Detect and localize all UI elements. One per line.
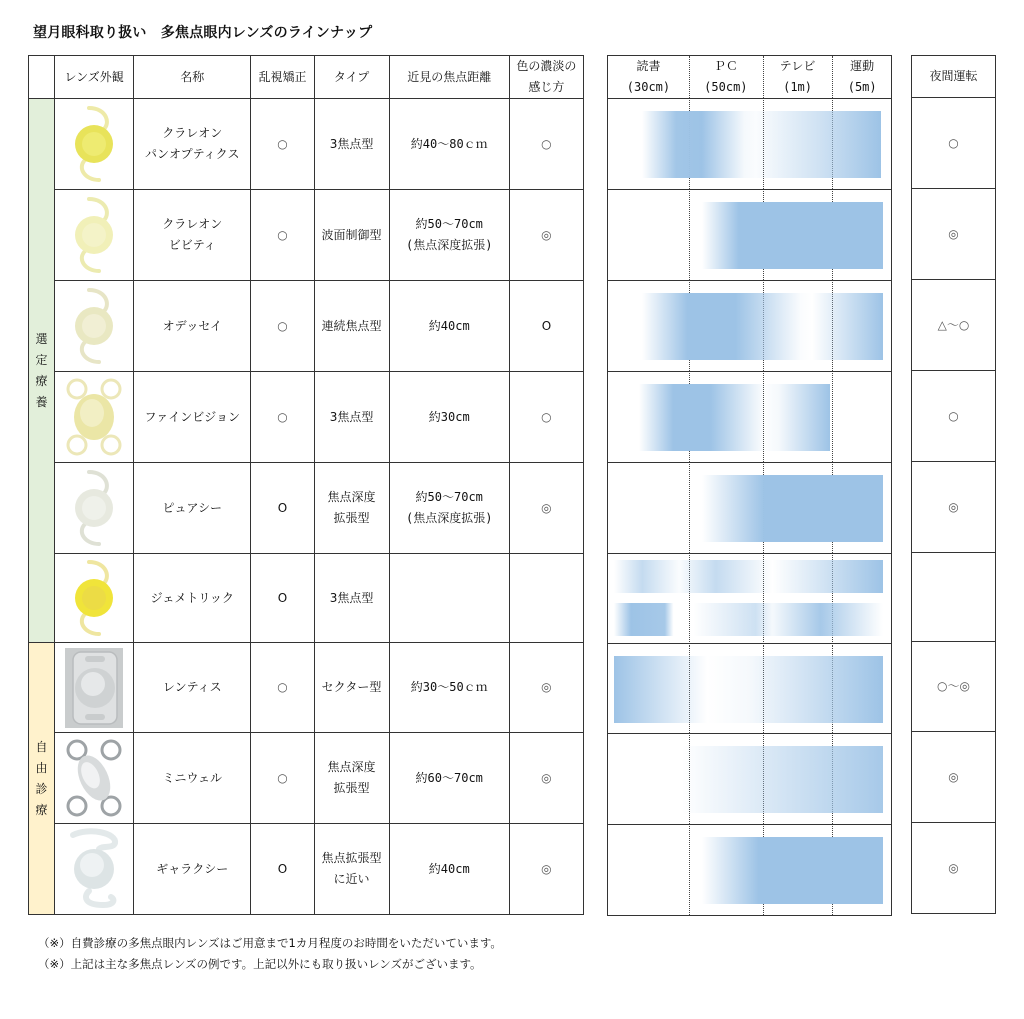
lens-type [314, 281, 389, 372]
type-line2: 拡張型 [333, 511, 370, 525]
lens-type [314, 190, 389, 281]
lens-type [314, 372, 389, 463]
header-color-perception [509, 56, 583, 99]
table-row [29, 824, 584, 915]
page-title: 望月眼科取り扱い 多焦点眼内レンズのラインナップ [33, 25, 373, 41]
type-line1: 3焦点型 [329, 409, 374, 424]
vision-range-cell [608, 463, 892, 554]
type-line1: 焦点深度 [327, 760, 376, 774]
type-line1: 焦点深度 [327, 490, 376, 504]
category-char: 選 [35, 331, 48, 346]
color-perception-mark: ◎ [509, 190, 583, 281]
lens-name-line1: レンティス [162, 680, 222, 694]
near-focus-distance [389, 463, 509, 554]
night-driving-mark: ◎ [912, 462, 996, 553]
lens-name-line1: ピュアシー [162, 500, 223, 515]
lens-name [134, 190, 251, 281]
lens-type [314, 643, 389, 733]
near-focus-distance [389, 99, 509, 190]
category-char: 由 [35, 760, 48, 775]
vision-range-band [614, 656, 884, 723]
lens-name-line2: ビビティ [168, 238, 216, 252]
astigmatism-mark: ○ [251, 372, 314, 463]
focus-line1: 約50～70cm [415, 217, 483, 231]
lens-name-line1: ギャラクシー [156, 861, 229, 876]
category-char: 定 [35, 352, 48, 367]
lens-name-line1: クラレオン [162, 217, 223, 231]
color-perception-mark [509, 554, 583, 643]
vision-range-band [614, 603, 884, 636]
chart-header-label: テレビ [779, 59, 816, 73]
lens-name [134, 643, 251, 733]
type-line1: 3焦点型 [329, 136, 374, 151]
header-color-line2: 感じ方 [528, 80, 565, 94]
lens-name-line1: ミニウェル [162, 770, 223, 785]
distance-guide-line [689, 191, 690, 280]
vision-range-band [702, 475, 884, 542]
lens-image-pale-yellow-c-loop [55, 190, 134, 281]
vision-range-cell [608, 281, 892, 372]
lens-name-line1: クラレオン [162, 126, 223, 140]
table-row [29, 99, 584, 190]
type-line2: に近い [333, 872, 370, 886]
lens-name [134, 281, 251, 372]
footnote-2: （※）上記は主な多焦点レンズの例です。上記以外にも取り扱いレンズがございます。 [38, 957, 482, 971]
header-appearance: レンズ外観 [55, 56, 134, 99]
night-driving-mark: ◎ [912, 189, 996, 280]
lens-type [314, 554, 389, 643]
lens-name-line1: ファインビジョン [144, 409, 241, 424]
night-driving-table [911, 55, 996, 914]
color-perception-mark: ○ [509, 99, 583, 190]
focus-line1: 約60～70cm [415, 770, 483, 785]
distance-guide-line [689, 56, 690, 98]
astigmatism-mark: ○ [251, 733, 314, 824]
night-driving-mark: ◎ [912, 823, 996, 914]
chart-header [608, 56, 892, 99]
category-char: 療 [35, 373, 48, 388]
type-line1: 3焦点型 [329, 590, 374, 605]
near-focus-distance [389, 643, 509, 733]
astigmatism-mark: O [251, 824, 314, 915]
chart-header-row [608, 56, 892, 99]
color-perception-mark: ◎ [509, 824, 583, 915]
lens-image-bright-yellow-c-loop [55, 554, 134, 643]
astigmatism-mark: ○ [251, 99, 314, 190]
header-color-line1: 色の濃淡の [516, 59, 577, 73]
type-line2: 拡張型 [333, 781, 370, 795]
header-name: 名称 [134, 56, 251, 99]
near-focus-distance [389, 190, 509, 281]
color-perception-mark: ◎ [509, 463, 583, 554]
category-char: 養 [35, 394, 48, 409]
color-perception-mark: ◎ [509, 733, 583, 824]
lens-name-line2: パンオプティクス [145, 147, 240, 161]
lens-image-cream-c-loop [55, 281, 134, 372]
footnote-1: （※）自費診療の多焦点眼内レンズはご用意まで1カ月程度のお時間をいただいています。 [38, 936, 502, 950]
lens-image-four-loop [55, 372, 134, 463]
night-driving-mark: ◎ [912, 732, 996, 823]
chart-header-distance: (30cm) [626, 80, 671, 94]
category-char: 診 [35, 781, 48, 796]
category-char: 療 [35, 802, 48, 817]
astigmatism-mark: ○ [251, 643, 314, 733]
chart-column-header [689, 56, 763, 98]
lens-name [134, 372, 251, 463]
lens-name [134, 824, 251, 915]
distance-guide-line [832, 56, 833, 98]
table-row [29, 733, 584, 824]
category-private-care [29, 643, 55, 915]
lens-type [314, 733, 389, 824]
focus-line1: 約30～50ｃｍ [410, 680, 488, 694]
lens-type [314, 463, 389, 554]
lens-type [314, 99, 389, 190]
focus-line1: 約40cm [428, 861, 470, 876]
focus-line1: 約50～70cm [415, 490, 483, 504]
header-night-driving: 夜間運転 [912, 56, 996, 98]
near-focus-distance [389, 733, 509, 824]
chart-column-header [608, 56, 689, 98]
vision-range-band [639, 384, 829, 451]
vision-range-band [642, 111, 881, 178]
table-row [29, 643, 584, 733]
lens-name [134, 463, 251, 554]
near-focus-distance [389, 824, 509, 915]
color-perception-mark: ○ [509, 372, 583, 463]
chart-header-label: ＰＣ [713, 59, 738, 73]
night-driving-mark: ○ [912, 98, 996, 189]
header-category [29, 56, 55, 99]
chart-header-distance: (50cm) [704, 80, 748, 94]
lens-type [314, 824, 389, 915]
focus-line1: 約40～80ｃｍ [410, 136, 488, 151]
lens-name-line1: オデッセイ [162, 318, 222, 333]
type-line1: 焦点拡張型 [321, 851, 382, 865]
chart-column-header [763, 56, 833, 98]
color-perception-mark: ◎ [509, 643, 583, 733]
type-line1: 波面制御型 [321, 227, 382, 242]
night-driving-mark [912, 553, 996, 642]
distance-guide-line [832, 373, 833, 462]
header-astigmatism: 乱視矯正 [251, 56, 314, 99]
vision-range-band [614, 560, 884, 593]
type-line1: セクター型 [321, 680, 382, 694]
lens-image-yellow-c-loop [55, 99, 134, 190]
distance-guide-line [689, 464, 690, 553]
table-row [29, 281, 584, 372]
category-selected-care [29, 99, 55, 643]
vision-range-cell [608, 554, 892, 644]
chart-header-distance: (5m) [847, 80, 877, 94]
lens-image-clear-wide-loop [55, 824, 134, 915]
table-row [29, 190, 584, 281]
focus-line1: 約30cm [428, 409, 470, 424]
vision-range-cell [608, 99, 892, 190]
vision-range-band [642, 293, 883, 360]
lens-image-plate-haptic [55, 643, 134, 733]
table-header-row [29, 56, 584, 99]
focus-line2: (焦点深度拡張) [406, 511, 493, 525]
lens-name [134, 733, 251, 824]
vision-range-band [702, 202, 884, 269]
footnotes [38, 933, 502, 975]
astigmatism-mark: ○ [251, 281, 314, 372]
vision-range-cell [608, 372, 892, 463]
color-perception-mark: O [509, 281, 583, 372]
astigmatism-mark: O [251, 554, 314, 643]
lens-image-clear-c-loop [55, 463, 134, 554]
lens-name [134, 99, 251, 190]
vision-range-cell [608, 734, 892, 825]
lens-image-silver-four-loop [55, 733, 134, 824]
vision-range-cell [608, 644, 892, 734]
astigmatism-mark: ○ [251, 190, 314, 281]
header-near-focus: 近見の焦点距離 [389, 56, 509, 99]
category-char: 自 [35, 739, 48, 754]
table-row [29, 372, 584, 463]
chart-column-header [832, 56, 892, 98]
distance-chart-table [607, 55, 892, 916]
focus-line1: 約40cm [428, 318, 470, 333]
table-row [29, 463, 584, 554]
near-focus-distance [389, 554, 509, 643]
chart-header-distance: (1m) [783, 80, 812, 94]
vision-range-cell [608, 825, 892, 916]
focus-line2: (焦点深度拡張) [406, 238, 493, 252]
vision-range-band [682, 746, 884, 813]
chart-header-label: 運動 [850, 59, 875, 73]
lens-name-line1: ジェメトリック [150, 590, 234, 605]
vision-range-cell [608, 190, 892, 281]
header-type: タイプ [314, 56, 389, 99]
table-row [29, 554, 584, 643]
night-driving-mark: △～○ [912, 280, 996, 371]
near-focus-distance [389, 372, 509, 463]
night-driving-mark: ○～◎ [912, 642, 996, 732]
astigmatism-mark: O [251, 463, 314, 554]
distance-guide-line [763, 56, 764, 98]
vision-range-band [702, 837, 884, 904]
type-line1: 連続焦点型 [321, 318, 382, 333]
distance-guide-line [689, 826, 690, 915]
lens-lineup-table [28, 55, 584, 915]
chart-header-label: 読書 [636, 59, 661, 73]
lens-name [134, 554, 251, 643]
near-focus-distance [389, 281, 509, 372]
night-driving-mark: ○ [912, 371, 996, 462]
